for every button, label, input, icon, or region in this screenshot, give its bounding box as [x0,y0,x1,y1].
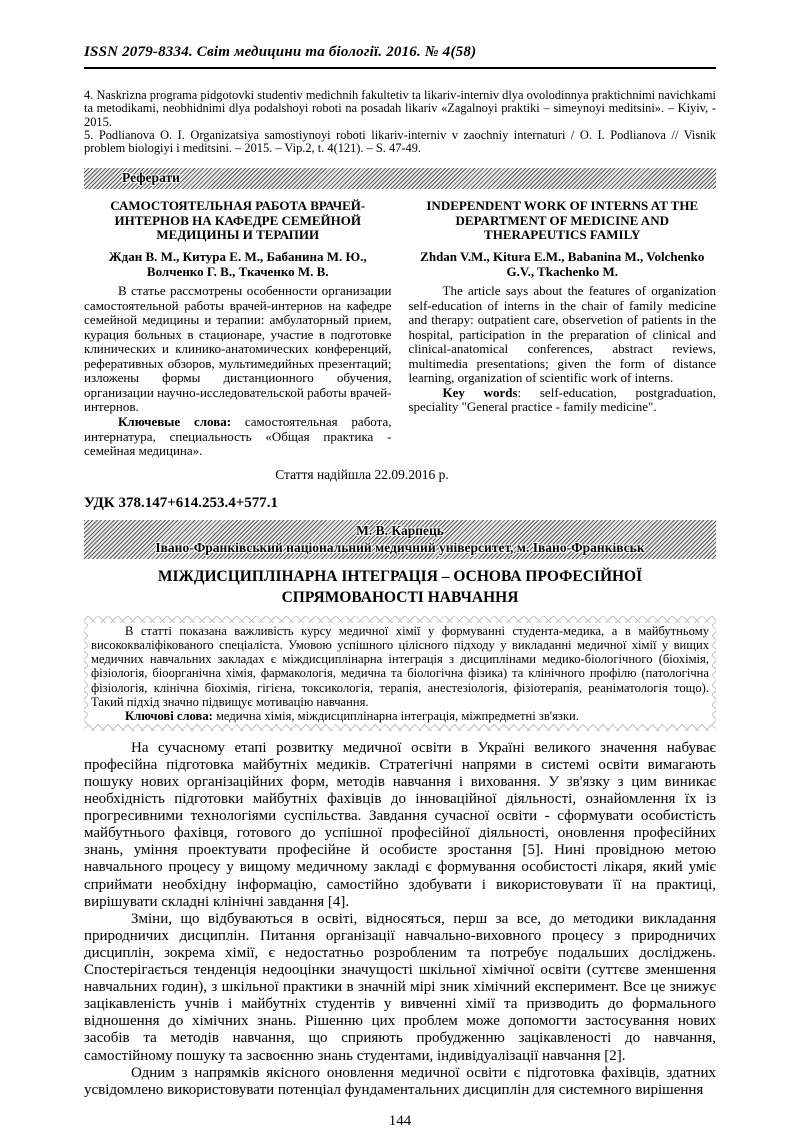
section-header-referaty [84,168,716,189]
journal-issn-header: ISSN 2079-8334. Світ медицини та біології. 2016. № 4(58) [84,44,716,69]
abstract-column-english [409,199,717,458]
abstract-text-en: The article says about the features of organization self-education of interns in the chair of family medicine and therapy: outpatient care, observetion of patients in the hospital, participation in the preparation of clinical and clinical-anatomical conferences, abstract reviews, multimedia presentations; given the form of distance learning, organization of scientific work of interns. [408,283,716,386]
reference-item: 5. Podlianova O. I. Organizatsiya samostiynoyi roboti likariv-interniv v zaochniy internaturi / O. I. Podlianova // Visnik problem biologiyi i meditsini. – 2015. – Vip.2, t. 4(121). – S. 47-49. [84,127,716,156]
article-title: МІЖДИСЦИПЛІНАРНА ІНТЕГРАЦІЯ – ОСНОВА ПРОФЕСІЙНОЇ СПРЯМОВАНОСТІ НАВЧАННЯ [157,568,643,606]
keywords-text-en: : self-education, postgraduation, speciality "General practice - family medicine". [408,384,716,415]
section-header-label: Реферати [122,170,180,186]
article-author: М. В. Карпець [356,522,444,538]
abstract-text-ru: В статье рассмотрены особенности организации самостоятельной работы врачей-интернов на кафедре семейной медицины и терапии: амбулаторный прием, курация больных в стационаре, участие в подготовке клинических и клинико-анатомических конференций, реферативных обзоров, мультимедийных презентаций; изложены формы дистанционного обучения, организации научно-исследовательской работы врачей-интернов. [84,283,392,415]
article-received-date: Стаття надійшла 22.09.2016 р. [275,466,449,482]
abstract-authors-en: Zhdan V.M., Kitura E.M., Babanina M., Volchenko G.V., Tkachenko M. [420,248,705,279]
keywords-label-en: Key words [442,384,518,400]
keywords-text-ru: самостоятельная работа, интернатура, специальность «Общая практика - семейная медицина». [84,413,392,459]
article-keywords-text: медична хімія, міждисциплінарна інтеграція, міжпредметні зв'язки. [212,708,579,723]
body-paragraph: Зміни, що відбуваються в освіті, відносяться, перш за все, до методики викладання природничих дисциплін. Питання організації навчально-виховного процесу з природничих дисциплін, зокрема хімії, є недостатньо розробленим та потребує подальших досліджень. Спостерігається тенденція недооцінки значущості шкільної хімічної освіти (суттєве зменшення навчальних годин), з шкільної практики в значній мірі зник хімічний експеримент. Все це знижує зацікавленість учнів і майбутніх студентів у вивченні хімії та призводить до формального відношення до хімічних знань. Рішенню цих проблем може допомогти застосування нових засобів та методів навчання, що сприяють пробудженню зацікавленості до навчання, самостійному пошуку та засвоєнню знань студентами, індивідуалізації навчання [2]. [84,910,716,1064]
references-list [84,89,716,155]
abstract-columns [84,199,716,458]
abstract-column-russian [84,199,392,458]
article-body [84,740,716,1099]
article-author-block [84,520,716,560]
article-keywords-label: Ключові слова: [125,708,213,723]
article-abstract-block [84,616,716,731]
keywords-label-ru: Ключевые слова: [118,413,232,429]
reference-item: 4. Naskrizna programa pidgotovki studentiv medichnih fakultetiv ta likariv-interniv dlya ovolodinnya praktichnimi navichkami ta metodikami, neobhidnimi dlya podalshoyi roboti na posadah likariv «Zagalnoyi praktiki – simeynoyi meditsini». – Kiyiv, - 2015. [84,88,716,129]
abstract-keywords-ru [84,415,392,459]
article-abstract-inner [88,623,712,724]
abstract-title-en: INDEPENDENT WORK OF INTERNS AT THE DEPARTMENT OF MEDICINE AND THERAPEUTICS FAMILY [426,198,699,243]
article-abstract-text: В статті показана важливість курсу медичної хімії у формуванні студента-медика, а в майбутньому висококваліфікованого спеціаліста. Умовою успішного цілісного підходу у викладанні медичної хімії у вищих медичних навчальних закладах є міждисциплінарна інтеграція з дисциплінами медико-біологічного (біохімія, фізіологія, біоорганічна хімія, фармакологія, медична та біологічна фізика) та клінічного профілю (патологічна фізіологія, клінічна біохімія, гігієна, токсикологія, терапія, анестезіологія, фізіотерапія, реаніматологія тощо). Такий підхід значно підвищує мотивацію навчання. [91,624,709,709]
abstract-authors-ru: Ждан В. М., Китура Е. М., Бабанина М. Ю., Волченко Г. В., Ткаченко М. В. [108,248,367,279]
udk-classification: УДК 378.147+614.253.4+577.1 [84,494,279,511]
article-affiliation: Івано-Франківський національний медичний університет, м. Івано-Франківськ [155,540,645,556]
abstract-title-ru: САМОСТОЯТЕЛЬНАЯ РАБОТА ВРАЧЕЙ-ИНТЕРНОВ НА КАФЕДРЕ СЕМЕЙНОЙ МЕДИЦИНЫ И ТЕРАПИИ [110,198,366,243]
body-paragraph: На сучасному етапі розвитку медичної освіти в Україні великого значення набуває професійна підготовка майбутніх медиків. Стратегічні напрями в системі освіти вимагають пошуку нових організаційних форм, методів навчання і виховання. У зв'язку з цим виникає необхідність підготовки майбутніх фахівців до інноваційної діяльності, ознайомлення їх із прогресивними технологіями суспільства. Завдання сучасної освіти - сформувати особистість майбутнього фахівця, готового до успішної професійної діяльності, оновлення професійних знань, уміння проектувати професійне й особисте зростання [5]. Нині провідною метою навчального процесу у вищому медичному закладі є формування особистості лікаря, який уміє сприймати необхідну інформацію, самостійно здобувати і використовувати її на практиці, вирішувати складні клінічні завдання [4]. [84,739,716,910]
article-abstract-keywords [91,709,709,723]
abstract-keywords-en [409,386,717,415]
page-number: 144 [388,1112,412,1129]
body-paragraph: Одним з напрямків якісного оновлення медичної освіти є підготовка фахівців, здатних усвідомлено використовувати потенціал фундаментальних дисциплін для системного вирішення [84,1064,716,1098]
